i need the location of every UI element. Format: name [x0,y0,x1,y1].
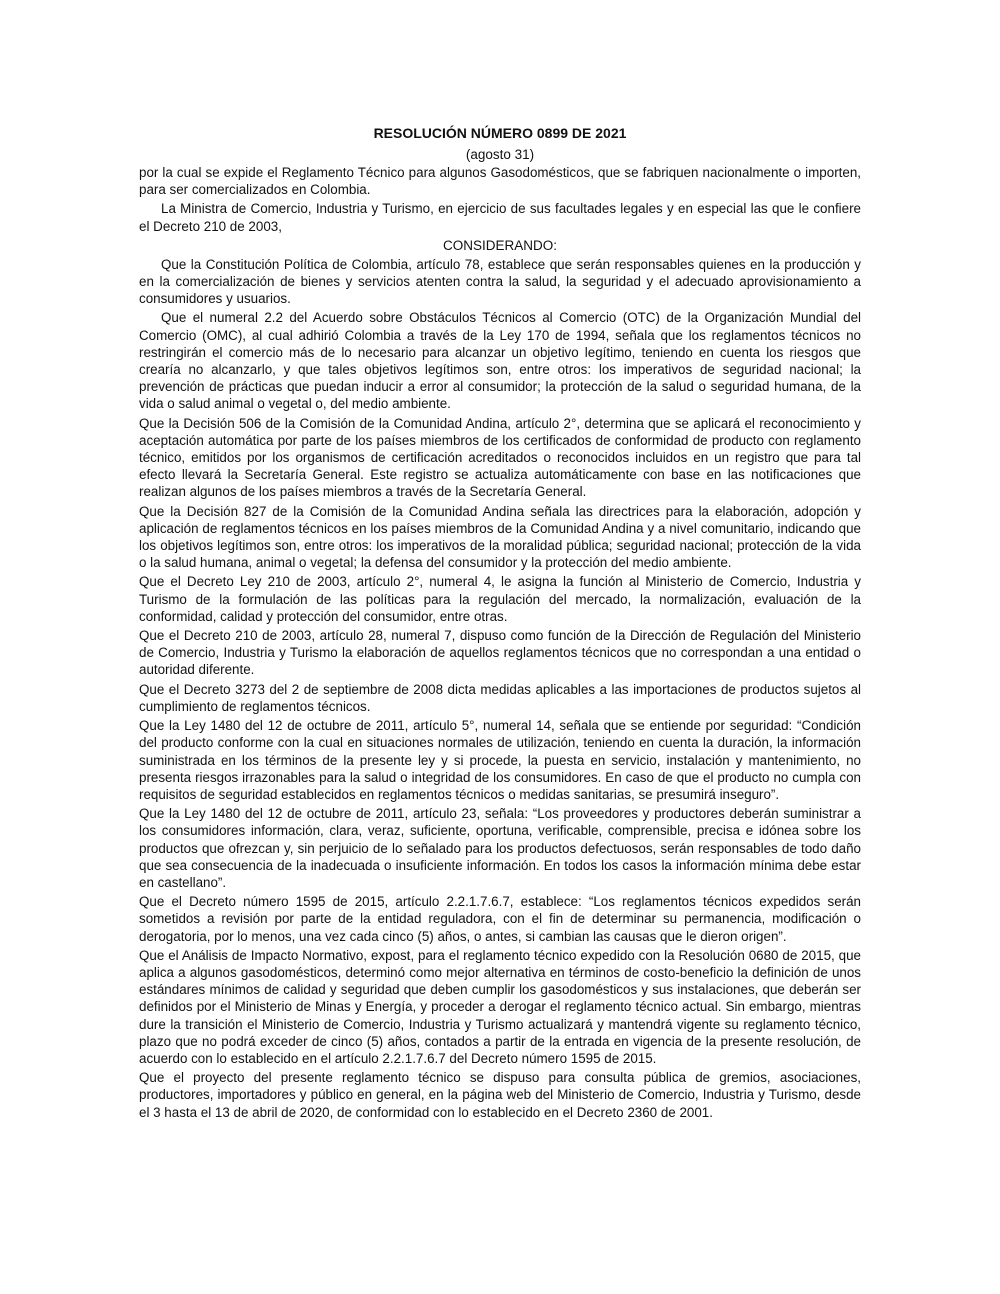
paragraph-decision-506: Que la Decisión 506 de la Comisión de la Comunidad Andina, artículo 2°, determina que se aplicará el reconocimiento y aceptación automática por parte de los países miembros de los certificados de conformidad de producto con reglamento técnico, emitidos por los organismos de certificación acreditados o reconocidos incluidos en un registro que para tal efecto llevará la Secretaría General. Este registro se actualiza automáticamente con base en las notificaciones que realizan algunos de los países miembros a través de la Secretaría General. [139,415,861,500]
document-page [139,124,861,1123]
paragraph-decreto-3273: Que el Decreto 3273 del 2 de septiembre de 2008 dicta medidas aplicables a las importaciones de productos sujetos al cumplimiento de reglamentos técnicos. [139,681,861,714]
resolution-subject: por la cual se expide el Reglamento Técnico para algunos Gasodomésticos, que se fabriquen nacionalmente o importen, para ser comercializados en Colombia. [139,165,861,198]
paragraph-consulta-publica: Que el proyecto del presente reglamento técnico se dispuso para consulta pública de gremios, asociaciones, productores, importadores y público en general, en la página web del Ministerio de Comercio, Industria y Turismo, desde el 3 hasta el 13 de abril de 2020, de conformidad con lo establecido en el Decreto 2360 de 2001. [139,1070,861,1120]
paragraph-constitucion: Que la Constitución Política de Colombia, artículo 78, establece que serán responsables quienes en la producción y en la comercialización de bienes y servicios atenten contra la salud, la seguridad y el adecuado aprovisionamiento a consumidores y usuarios. [139,256,861,307]
paragraph-decision-827: Que la Decisión 827 de la Comisión de la Comunidad Andina señala las directrices para la elaboración, adopción y aplicación de reglamentos técnicos en los países miembros de la Comunidad Andina y a nivel comunitario, indicando que los objetivos legítimos son, entre otros: los imperativos de la moralidad pública; seguridad nacional; protección de la vida o la salud humana, animal o vegetal; la defensa del consumidor y la protección del medio ambiente. [139,503,861,571]
paragraph-analisis-impacto: Que el Análisis de Impacto Normativo, expost, para el reglamento técnico expedido con la Resolución 0680 de 2015, que aplica a algunos gasodomésticos, determinó como mejor alternativa en términos de costo-beneficio la definición de unos estándares mínimos de calidad y seguridad que deben cumplir los gasodomésticos y sus instalaciones, que deberán ser definidos por el Ministerio de Minas y Energía, y proceder a derogar el reglamento técnico actual. Sin embargo, mientras dure la transición el Ministerio de Comercio, Industria y Turismo actualizará y mantendrá vigente su reglamento técnico, plazo que no podrá exceder de cinco (5) años, contados a partir de la entrada en vigencia de la presente resolución, de acuerdo con lo establecido en el artículo 2.2.1.7.6.7 del Decreto número 1595 de 2015. [139,947,861,1066]
paragraph-ley-1480-art-23: Que la Ley 1480 del 12 de octubre de 2011, artículo 23, señala: “Los proveedores y productores deberán suministrar a los consumidores información, clara, veraz, suficiente, oportuna, verificable, comprensible, precisa e idónea sobre los productos que ofrezcan y, sin perjuicio de lo señalado para los productos defectuosos, serán responsables de todo daño que sea consecuencia de la inadecuada o insuficiente información. En todos los casos la información mínima debe estar en castellano”. [139,806,861,890]
paragraph-ley-1480-art-5: Que la Ley 1480 del 12 de octubre de 2011, artículo 5°, numeral 14, señala que se entiende por seguridad: “Condición del producto conforme con la cual en situaciones normales de utilización, teniendo en cuenta la duración, la información suministrada en los términos de la presente ley y si procede, la puesta en servicio, instalación y mantenimiento, no presenta riesgos irrazonables para la salud o integridad de los consumidores. En caso de que el producto no cumpla con requisitos de seguridad establecidos en reglamentos técnicos o medidas sanitarias, se presumirá inseguro”. [139,718,861,802]
preamble: La Ministra de Comercio, Industria y Turismo, en ejercicio de sus facultades legales y en especial las que le confiere el Decreto 210 de 2003, [139,201,861,234]
paragraph-decreto-210-art-28: Que el Decreto 210 de 2003, artículo 28, numeral 7, dispuso como función de la Dirección de Regulación del Ministerio de Comercio, Industria y Turismo la elaboración de aquellos reglamentos técnicos que no correspondan a una entidad o autoridad diferente. [139,628,861,678]
paragraph-decreto-1595: Que el Decreto número 1595 de 2015, artículo 2.2.1.7.6.7, establece: “Los reglamentos técnicos expedidos serán sometidos a revisión por parte de la entidad reguladora, con el fin de determinar su permanencia, modificación o derogatoria, por lo menos, una vez cada cinco (5) años, o antes, si cambian las causas que le dieron origen”. [139,894,861,944]
resolution-title: RESOLUCIÓN NÚMERO 0899 DE 2021 [373,125,627,141]
considerando-heading: CONSIDERANDO: [442,237,557,253]
paragraph-decreto-ley-210: Que el Decreto Ley 210 de 2003, artículo 2°, numeral 4, le asigna la función al Ministerio de Comercio, Industria y Turismo de la formulación de las políticas para la regulación del mercado, la normalización, evaluación de la conformidad, calidad y protección del consumidor, entre otras. [139,574,861,624]
resolution-date: (agosto 31) [465,147,535,162]
paragraph-otc: Que el numeral 2.2 del Acuerdo sobre Obstáculos Técnicos al Comercio (OTC) de la Organización Mundial del Comercio (OMC), al cual adhirió Colombia a través de la Ley 170 de 1994, señala que los reglamentos técnicos no restringirán el comercio más de lo necesario para alcanzar un objetivo legítimo, teniendo en cuenta los riesgos que crearía no alcanzarlo, y que tales objetivos legítimos son, entre otros: los imperativos de seguridad nacional; la prevención de prácticas que puedan inducir a error al consumidor; la protección de la salud o seguridad humana, de la vida o salud animal o vegetal o, del medio ambiente. [139,310,861,412]
